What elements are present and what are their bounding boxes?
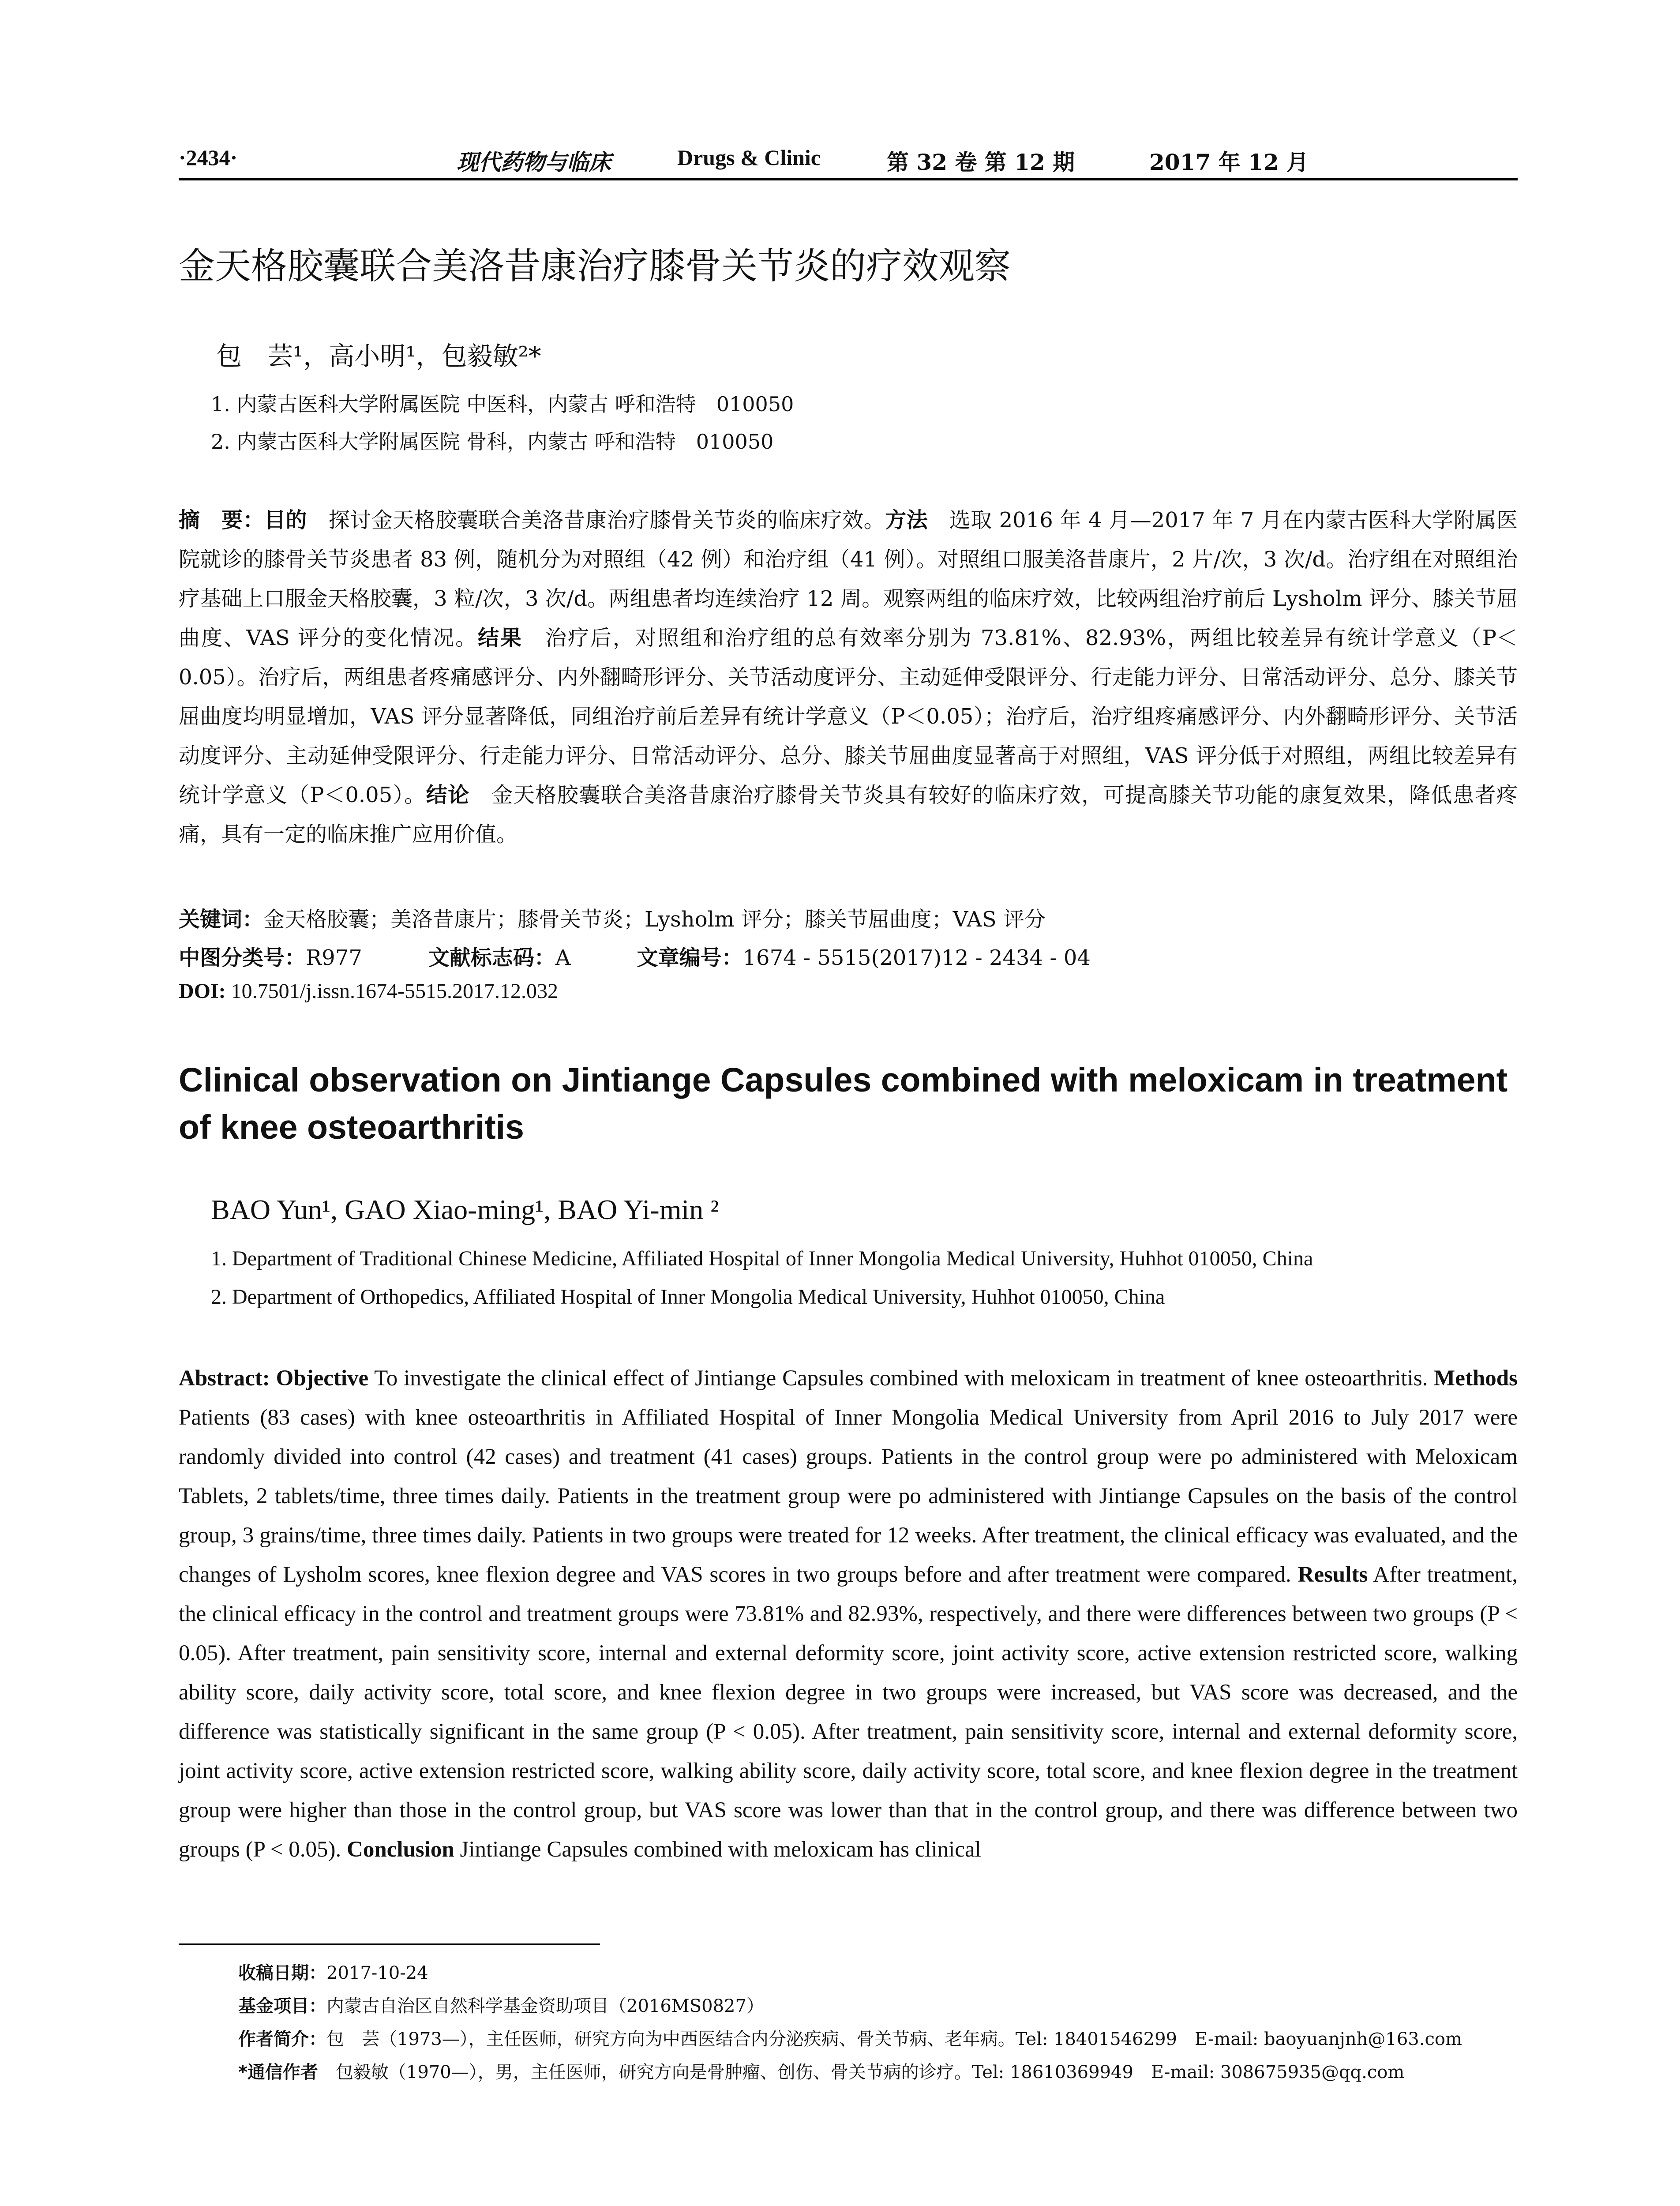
conclusion-label-cn: 结论 — [426, 783, 470, 807]
objective-label-cn: 目的 — [264, 508, 308, 533]
journal-name-cn: 现代药物与临床 — [457, 149, 611, 175]
clc-label: 中图分类号： — [179, 945, 306, 970]
article-no-label: 文章编号： — [637, 945, 743, 970]
journal-name-en: Drugs & Clinic — [677, 145, 821, 170]
abstract-en-label: Abstract: Objective — [179, 1366, 369, 1391]
objective-text-en: To investigate the clinical effect of Jintiange Capsules combined with meloxicam in treatment of knee osteoarthritis. — [368, 1366, 1434, 1391]
fund-value: 内蒙古自治区自然科学基金资助项目（2016MS0827） — [326, 1996, 764, 2016]
title-cn: 金天格胶囊联合美洛昔康治疗膝骨关节炎的疗效观察 — [179, 245, 1011, 287]
fund-label: 基金项目： — [238, 1996, 326, 2016]
received-label: 收稿日期： — [238, 1963, 326, 1983]
footnote-received — [238, 1959, 428, 1984]
affiliation-cn-2: 2. 内蒙古医科大学附属医院 骨科，内蒙古 呼和浩特 010050 — [211, 430, 774, 454]
conclusion-label-en: Conclusion — [347, 1837, 454, 1862]
affiliation-en-2: 2. Department of Orthopedics, Affiliated Hospital of Inner Mongolia Medical University, Huhhot 010050, China — [211, 1285, 1165, 1309]
affiliation-cn-1: 1. 内蒙古医科大学附属医院 中医科，内蒙古 呼和浩特 010050 — [211, 392, 794, 416]
keywords-cn — [179, 902, 1046, 933]
authors-cn: 包 芸¹，高小明¹，包毅敏²* — [216, 341, 541, 371]
doi-label: DOI: — [179, 979, 226, 1003]
corresponding-label: *通信作者 — [238, 2062, 318, 2082]
doi-value: 10.7501/j.issn.1674-5515.2017.12.032 — [225, 979, 559, 1003]
doi-line — [179, 979, 558, 1003]
conclusion-text-en: Jintiange Capsules combined with meloxicam has clinical — [454, 1837, 981, 1862]
clc-value: R977 — [306, 945, 362, 970]
issue-date: 2017 年 12 月 — [1149, 149, 1309, 175]
author-value: 包 芸（1973—），主任医师，研究方向为中西医结合内分泌疾病、骨关节病、老年病。Tel: 18401546299 E-mail: baoyuanjnh@163.com — [326, 2029, 1462, 2049]
results-label-en: Results — [1298, 1562, 1368, 1587]
objective-text-cn: 探讨金天格胶囊联合美洛昔康治疗膝骨关节炎的临床疗效。 — [307, 508, 885, 533]
received-value: 2017-10-24 — [326, 1963, 428, 1983]
title-en: Clinical observation on Jintiange Capsules combined with meloxicam in treatment of knee osteoarthritis — [179, 1061, 1508, 1146]
abstract-cn — [179, 501, 1518, 854]
authors-en: BAO Yun¹, GAO Xiao-ming¹, BAO Yi-min ² — [211, 1194, 719, 1225]
conclusion-text-cn: 金天格胶囊联合美洛昔康治疗膝骨关节炎具有较好的临床疗效，可提高膝关节功能的康复效果，降低患者疼痛，具有一定的临床推广应用价值。 — [179, 783, 1518, 847]
footnote-fund — [238, 1992, 764, 2017]
methods-label-cn: 方法 — [885, 508, 928, 533]
classification-line — [179, 941, 1091, 971]
keywords-text: 金天格胶囊；美洛昔康片；膝骨关节炎；Lysholm 评分；膝关节屈曲度；VAS 评分 — [263, 907, 1046, 932]
footnote-author — [238, 2025, 1462, 2050]
doc-code-label: 文献标志码： — [428, 945, 555, 970]
keywords-label: 关键词： — [179, 907, 264, 932]
abstract-cn-label: 摘 要： — [179, 508, 265, 533]
footnote-corresponding — [238, 2058, 1404, 2083]
results-text-cn: 治疗后，对照组和治疗组的总有效率分别为 73.81%、82.93%，两组比较差异有统计学意义（P＜0.05）。治疗后，两组患者疼痛感评分、内外翻畸形评分、关节活动度评分、主动延伸受限评分、行走能力评分、日常活动评分、总分、膝关节屈曲度均明显增加，VAS 评分显著降低，同组治疗前后差异有统计学意义（P＜0.05）；治疗后，治疗组疼痛感评分、内外翻畸形评分、关节活动度评分、主动延伸受限评分、行走能力评分、日常活动评分、总分、膝关节屈曲度显著高于对照组，VAS 评分低于对照组，两组比较差异有统计学意义（P＜0.05）。 — [179, 626, 1518, 807]
article-no-value: 1674 - 5515(2017)12 - 2434 - 04 — [742, 945, 1091, 970]
page-number: ·2434· — [179, 145, 238, 170]
affiliation-en-1: 1. Department of Traditional Chinese Medicine, Affiliated Hospital of Inner Mongolia Medical University, Huhhot 010050, China — [211, 1247, 1313, 1270]
running-header — [179, 136, 1518, 180]
volume-issue: 第 32 卷 第 12 期 — [887, 149, 1075, 175]
methods-text-cn: 选取 2016 年 4 月—2017 年 7 月在内蒙古医科大学附属医院就诊的膝骨关节炎患者 83 例，随机分为对照组（42 例）和治疗组（41 例）。对照组口服美洛昔康片，2 片/次，3 次/d。治疗组在对照组治疗基础上口服金天格胶囊，3 粒/次，3 次/d。两组患者均连续治疗 12 周。观察两组的临床疗效，比较两组治疗前后 Lysholm 评分、膝关节屈曲度、VAS 评分的变化情况。 — [179, 508, 1518, 650]
footnote-rule — [179, 1943, 600, 1945]
results-label-cn: 结果 — [478, 626, 523, 650]
author-label: 作者简介： — [238, 2029, 326, 2049]
methods-text-en: Patients (83 cases) with knee osteoarthritis in Affiliated Hospital of Inner Mongolia Medical University from April 2016 to July 2017 were randomly divided into control (42 cases) and treatment (41 cases) groups. Patients in the control group were po administered with Meloxicam Tablets, 2 tablets/time, three times daily. Patients in the treatment group were po administered with Jintiange Capsules on the basis of the control group, 3 grains/time, three times daily. Patients in two groups were treated for 12 weeks. After treatment, the clinical efficacy was evaluated, and the changes of Lysholm scores, knee flexion degree and VAS scores in two groups before and after treatment were compared. — [179, 1405, 1518, 1587]
doc-code-value: A — [555, 945, 571, 970]
abstract-en — [179, 1359, 1518, 1869]
methods-label-en: Methods — [1434, 1366, 1518, 1391]
corresponding-value: 包毅敏（1970—），男，主任医师，研究方向是骨肿瘤、创伤、骨关节病的诊疗。Tel: 18610369949 E-mail: 308675935@qq.com — [318, 2062, 1405, 2082]
results-text-en: After treatment, the clinical efficacy in the control and treatment groups were 73.81% and 82.93%, respectively, and there were differences between two groups (P < 0.05). After treatment, pain sensitivity score, internal and external deformity score, joint activity score, active extension restricted score, walking ability score, daily activity score, total score, and knee flexion degree in two groups were increased, but VAS score was decreased, and the difference was statistically significant in the same group (P < 0.05). After treatment, pain sensitivity score, internal and external deformity score, joint activity score, active extension restricted score, walking ability score, daily activity score, total score, and knee flexion degree in the treatment group were higher than those in the control group, but VAS score was lower than that in the control group, and there was difference between two groups (P < 0.05). — [179, 1562, 1518, 1862]
